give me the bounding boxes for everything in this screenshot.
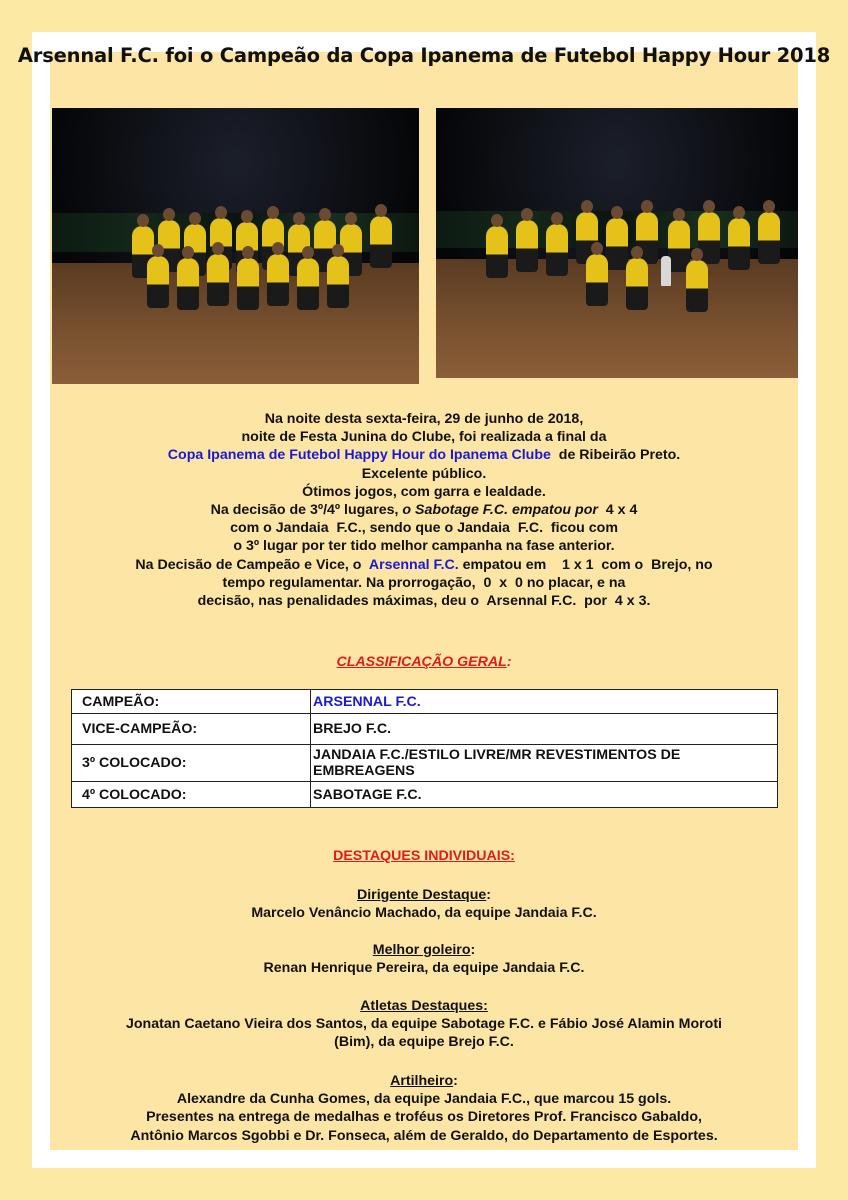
intro-fragment-italic: o Sabotage F.C. empatou por: [402, 502, 598, 519]
intro-fragment: de Ribeirão Preto.: [550, 447, 681, 464]
dirigente-section: [0, 886, 848, 922]
player-figure: [546, 224, 568, 276]
classificacao-heading-colon: :: [506, 654, 512, 670]
intro-line: tempo regulamentar. Na prorrogação, 0 x 0 no placar, e na: [222, 574, 626, 591]
classificacao-heading-text: CLASSIFICAÇÃO GERAL: [336, 654, 507, 670]
artilheiro-section: [0, 1072, 848, 1145]
player-figure: [516, 220, 538, 272]
player-figure: [626, 258, 648, 310]
intro-line: [0, 556, 848, 574]
intro-line: decisão, nas penalidades máximas, deu o Arsennal F.C. por 4 x 3.: [197, 593, 651, 610]
table-row: [72, 745, 778, 782]
destaques-heading: [0, 848, 848, 864]
intro-line: com o Jandaia F.C., sendo que o Jandaia F.C. ficou com: [230, 520, 618, 537]
champion-team-name: Arsennal F.C.: [368, 556, 459, 573]
table-cell-value: ARSENNAL F.C.: [311, 690, 778, 714]
intro-fragment: 4 x 4: [597, 502, 638, 519]
goleiro-title-text: Melhor goleiro: [372, 942, 471, 958]
intro-fragment: Na decisão de 3º/4º lugares,: [210, 502, 403, 519]
dirigente-title-text: Dirigente Destaque: [356, 887, 487, 903]
player-figure: [758, 212, 780, 264]
artilheiro-line: Presentes na entrega de medalhas e troféus os Diretores Prof. Francisco Gabaldo,: [146, 1109, 702, 1126]
celebration-photo-right: [436, 108, 798, 378]
intro-fragment: empatou em 1 x 1 com o Brejo, no: [458, 556, 713, 573]
table-cell-label: VICE-CAMPEÃO:: [72, 714, 311, 745]
intro-line: [0, 446, 848, 464]
artilheiro-title-text: Artilheiro: [390, 1073, 454, 1089]
intro-line: Na noite desta sexta-feira, 29 de junho de 2018,: [264, 411, 584, 427]
intro-line: [0, 501, 848, 519]
trophy-icon: [661, 256, 671, 286]
tournament-name: Copa Ipanema de Futebol Happy Hour do Ipanema Clube: [167, 447, 551, 464]
player-figure: [686, 260, 708, 312]
colon: :: [470, 942, 476, 958]
colon: :: [453, 1073, 458, 1089]
table-cell-label: 3º COLOCADO:: [72, 745, 311, 782]
classificacao-heading: [0, 654, 848, 670]
artilheiro-title: [0, 1072, 848, 1090]
atletas-section: [0, 997, 848, 1052]
atletas-line: (Bim), da equipe Brejo F.C.: [334, 1034, 514, 1051]
dirigente-title: [0, 886, 848, 904]
table-row: [72, 690, 778, 714]
intro-line: noite de Festa Junina do Clube, foi realizada a final da: [241, 429, 607, 446]
player-figure: [370, 216, 392, 268]
artilheiro-line: Alexandre da Cunha Gomes, da equipe Jandaia F.C., que marcou 15 gols.: [176, 1091, 672, 1108]
classification-table: [71, 689, 778, 808]
player-figure: [486, 226, 508, 278]
atletas-title: [0, 997, 848, 1015]
player-figure: [207, 254, 229, 306]
player-figure: [297, 258, 319, 310]
intro-text: [0, 410, 848, 610]
page-title: Arsennal F.C. foi o Campeão da Copa Ipanema de Futebol Happy Hour 2018: [17, 44, 831, 67]
table-cell-value: SABOTAGE F.C.: [311, 782, 778, 808]
table-cell-label: CAMPEÃO:: [72, 690, 311, 714]
player-figure: [728, 218, 750, 270]
player-figure: [606, 218, 628, 270]
goleiro-title: [0, 941, 848, 959]
artilheiro-line: Antônio Marcos Sgobbi e Dr. Fonseca, além de Geraldo, do Departamento de Esportes.: [130, 1127, 718, 1144]
intro-line: Ótimos jogos, com garra e lealdade.: [302, 483, 546, 500]
atletas-line: Jonatan Caetano Vieira dos Santos, da equipe Sabotage F.C. e Fábio José Alamin Moroti: [126, 1016, 722, 1033]
player-figure: [267, 254, 289, 306]
table-cell-value: BREJO F.C.: [311, 714, 778, 745]
player-figure: [586, 254, 608, 306]
table-row: [72, 782, 778, 808]
goleiro-text: Renan Henrique Pereira, da equipe Jandaia F.C.: [263, 960, 585, 977]
player-figure: [327, 256, 349, 308]
team-photo-left: [52, 108, 419, 384]
player-figure: [237, 258, 259, 310]
destaques-heading-text: DESTAQUES INDIVIDUAIS:: [333, 848, 515, 864]
player-figure: [147, 256, 169, 308]
intro-line: Excelente público.: [361, 465, 487, 482]
table-cell-label: 4º COLOCADO:: [72, 782, 311, 808]
intro-fragment: Na Decisão de Campeão e Vice, o: [135, 556, 369, 573]
colon: :: [486, 887, 492, 903]
table-row: [72, 714, 778, 745]
table-cell-value: JANDAIA F.C./ESTILO LIVRE/MR REVESTIMENTOS DE EMBREAGENS: [311, 745, 778, 782]
photo-ground: [52, 263, 419, 384]
goleiro-section: [0, 941, 848, 977]
player-figure: [177, 258, 199, 310]
dirigente-text: Marcelo Venâncio Machado, da equipe Jandaia F.C.: [251, 905, 597, 922]
atletas-title-text: Atletas Destaques:: [360, 998, 488, 1014]
intro-line: o 3º lugar por ter tido melhor campanha na fase anterior.: [233, 538, 615, 555]
